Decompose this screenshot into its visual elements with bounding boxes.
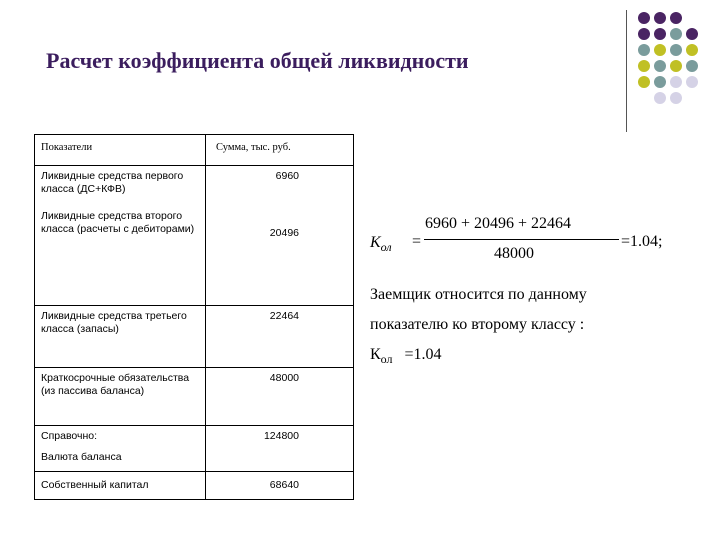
decor-dot bbox=[654, 44, 666, 56]
formula-symbol bbox=[370, 234, 392, 255]
formula-symbol-letter: K bbox=[370, 234, 381, 251]
conclusion-symbol: К bbox=[370, 346, 381, 363]
table-cell-value bbox=[206, 166, 354, 306]
decor-dot bbox=[654, 92, 666, 104]
column-header-amount: Сумма, тыс. руб. bbox=[206, 135, 354, 166]
row-label-equity: Собственный капитал bbox=[35, 472, 206, 500]
formula-numerator: 6960 + 20496 + 22464 bbox=[425, 215, 572, 232]
row-label-reference: Справочно: bbox=[41, 430, 98, 442]
conclusion-subscript: ол bbox=[380, 352, 393, 367]
formula-denominator: 48000 bbox=[494, 245, 534, 262]
row-value-first-class: 6960 bbox=[275, 170, 299, 182]
column-header-indicator: Показатели bbox=[35, 135, 206, 166]
decor-dot bbox=[654, 76, 666, 88]
decor-dot bbox=[670, 60, 682, 72]
liquidity-formula bbox=[368, 212, 688, 274]
table-header-row bbox=[35, 135, 354, 166]
divider-line bbox=[626, 10, 627, 132]
decor-dot bbox=[670, 92, 682, 104]
decor-dot bbox=[638, 60, 650, 72]
table-row bbox=[35, 166, 354, 306]
decor-dot bbox=[670, 12, 682, 24]
decor-dot bbox=[654, 60, 666, 72]
decor-dot bbox=[654, 12, 666, 24]
decor-dot bbox=[670, 44, 682, 56]
row-value-second-class: 20496 bbox=[269, 227, 299, 239]
decor-dot bbox=[670, 76, 682, 88]
table-cell-label bbox=[35, 426, 206, 472]
fraction-bar bbox=[424, 239, 619, 240]
conclusion-line-3 bbox=[370, 340, 587, 374]
conclusion-line-2: показателю ко второму классу : bbox=[370, 316, 585, 333]
conclusion-text bbox=[370, 280, 587, 374]
table-row bbox=[35, 426, 354, 472]
conclusion-line-1: Заемщик относится по данному bbox=[370, 286, 587, 303]
decor-dot bbox=[686, 76, 698, 88]
table-cell-label bbox=[35, 166, 206, 306]
row-value-equity: 68640 bbox=[206, 472, 354, 500]
row-label-third-class: Ликвидные средства третьего класса (запасы) bbox=[35, 306, 206, 368]
decor-dot bbox=[654, 28, 666, 40]
decor-dot bbox=[638, 76, 650, 88]
table-row bbox=[35, 368, 354, 426]
formula-subscript: ол bbox=[380, 240, 392, 255]
decor-dot bbox=[670, 28, 682, 40]
decor-dot bbox=[638, 12, 650, 24]
row-value-third-class: 22464 bbox=[206, 306, 354, 368]
table-row bbox=[35, 306, 354, 368]
formula-equals: = bbox=[412, 233, 422, 250]
row-value-balance-currency: 124800 bbox=[206, 426, 354, 472]
table-row bbox=[35, 472, 354, 500]
liquidity-table bbox=[34, 134, 354, 500]
row-label-second-class: Ликвидные средства второго класса (расчеты с дебиторами) bbox=[41, 210, 195, 235]
decor-dot bbox=[686, 60, 698, 72]
decor-dot bbox=[686, 28, 698, 40]
formula-result: =1.04; bbox=[621, 233, 663, 250]
decor-dot bbox=[638, 44, 650, 56]
decor-dot bbox=[686, 44, 698, 56]
row-label-short-term-liabilities: Краткосрочные обязательства (из пассива баланса) bbox=[35, 368, 206, 426]
conclusion-result: =1.04 bbox=[404, 346, 442, 363]
row-label-balance-currency: Валюта баланса bbox=[41, 451, 122, 463]
page-title: Расчет коэффициента общей ликвидности bbox=[46, 48, 469, 73]
row-value-short-term-liabilities: 48000 bbox=[206, 368, 354, 426]
decor-dot bbox=[638, 28, 650, 40]
row-label-first-class: Ликвидные средства первого класса (ДС+КФВ) bbox=[41, 170, 184, 195]
